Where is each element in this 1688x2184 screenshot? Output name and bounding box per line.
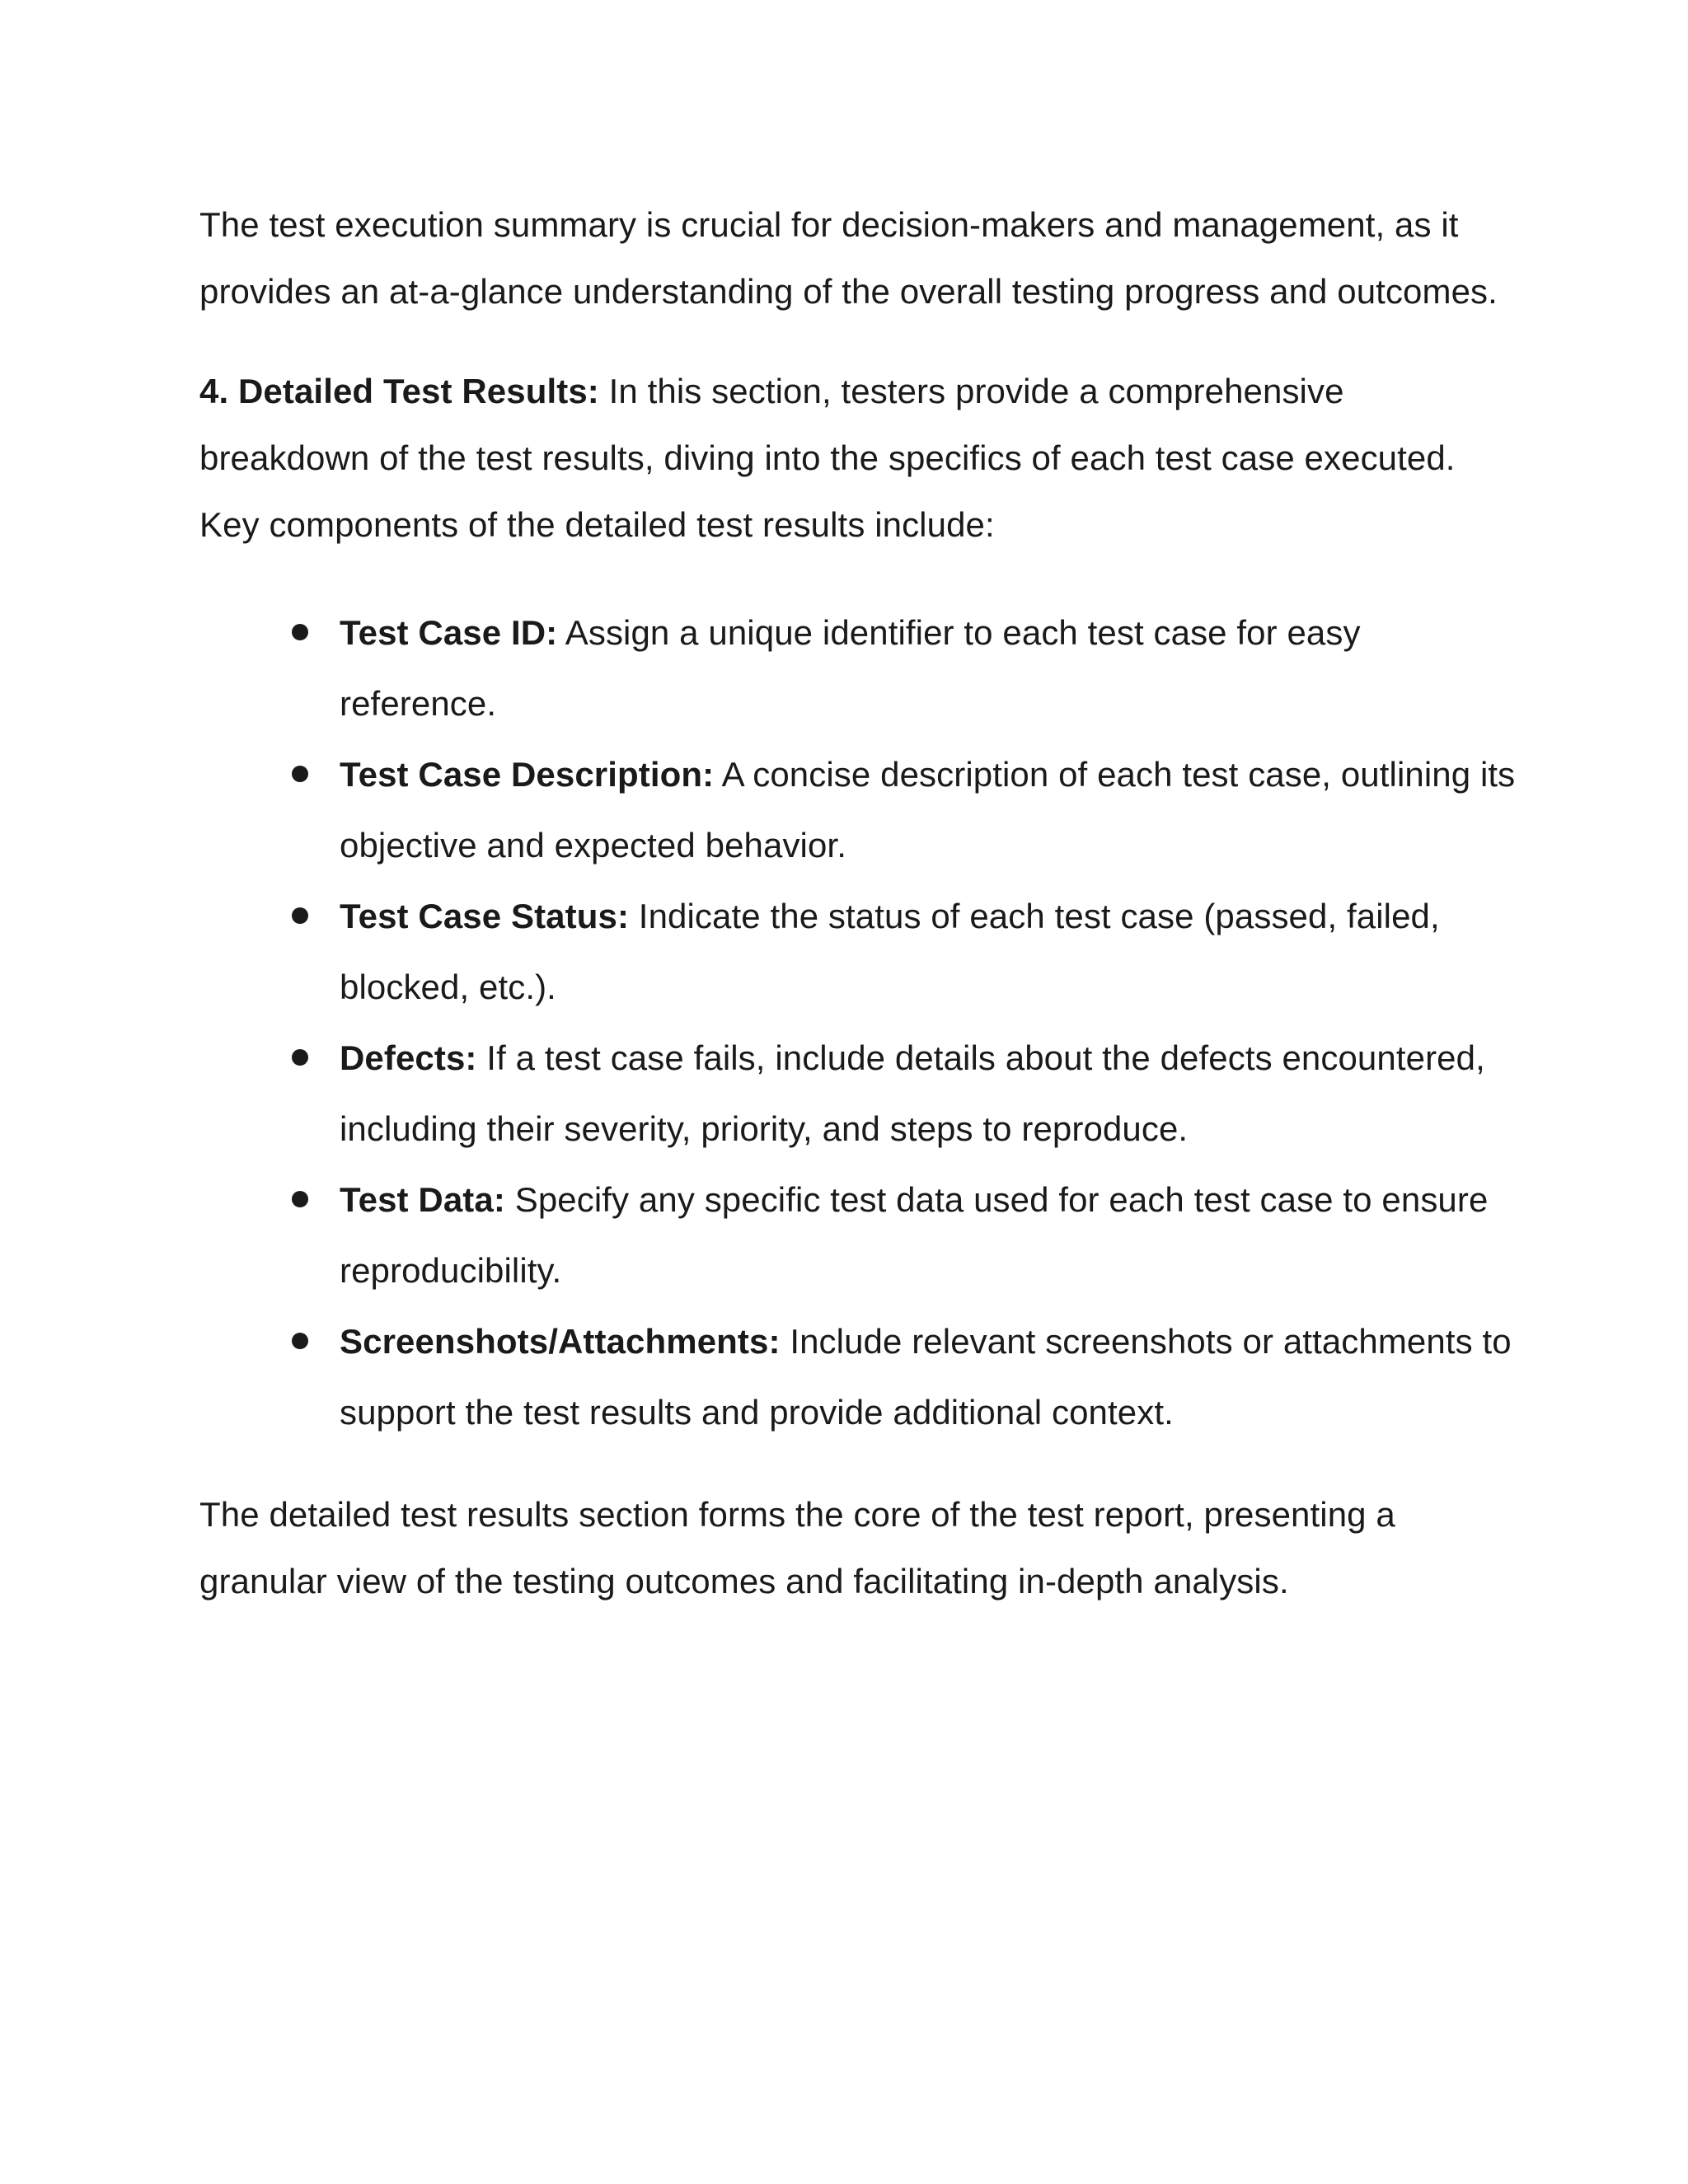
components-list [199, 598, 1518, 1448]
bullet-icon [292, 1333, 308, 1349]
list-item [199, 1165, 1518, 1306]
list-item [199, 739, 1518, 881]
bullet-icon [292, 766, 308, 782]
list-item-label: Test Case Description: [340, 755, 715, 794]
section-paragraph [199, 358, 1518, 558]
closing-paragraph: The detailed test results section forms the core of the test report, presenting a granular view of the testing outcomes and facilitating in-depth analysis. [199, 1495, 1395, 1601]
bullet-icon [292, 1049, 308, 1066]
list-item [199, 598, 1518, 739]
bullet-icon [292, 907, 308, 924]
bullet-icon [292, 624, 308, 640]
list-item-label: Screenshots/Attachments: [340, 1322, 781, 1361]
section-heading: 4. Detailed Test Results: [199, 372, 599, 410]
section-text: In this section, testers provide a comprehensive breakdown of the test results, diving into the specifics of each test case executed. Key components of the detailed test results include: [199, 372, 1456, 544]
document-content [199, 191, 1518, 1615]
list-item-label: Test Case ID: [340, 613, 558, 652]
list-item-text: Specify any specific test data used for each test case to ensure reproducibility. [340, 1180, 1489, 1290]
list-item-label: Test Case Status: [340, 897, 630, 935]
list-item-text: Assign a unique identifier to each test case for easy reference. [340, 613, 1361, 723]
list-item-text: If a test case fails, include details about the defects encountered, including their severity, priority, and steps to reproduce. [340, 1038, 1485, 1148]
list-item-text: A concise description of each test case, outlining its objective and expected behavior. [340, 755, 1516, 865]
intro-paragraph: The test execution summary is crucial for decision-makers and management, as it provides an at-a-glance understanding of the overall testing progress and outcomes. [199, 205, 1498, 311]
list-item-label: Test Data: [340, 1180, 505, 1219]
bullet-icon [292, 1191, 308, 1207]
paragraph-gap [199, 325, 1518, 358]
list-item [199, 881, 1518, 1023]
list-item [199, 1023, 1518, 1165]
list-item-label: Defects: [340, 1038, 477, 1077]
list-item-text: Indicate the status of each test case (passed, failed, blocked, etc.). [340, 897, 1440, 1006]
list-item [199, 1306, 1518, 1448]
list-item-text: Include relevant screenshots or attachments to support the test results and provide additional context. [340, 1322, 1512, 1432]
